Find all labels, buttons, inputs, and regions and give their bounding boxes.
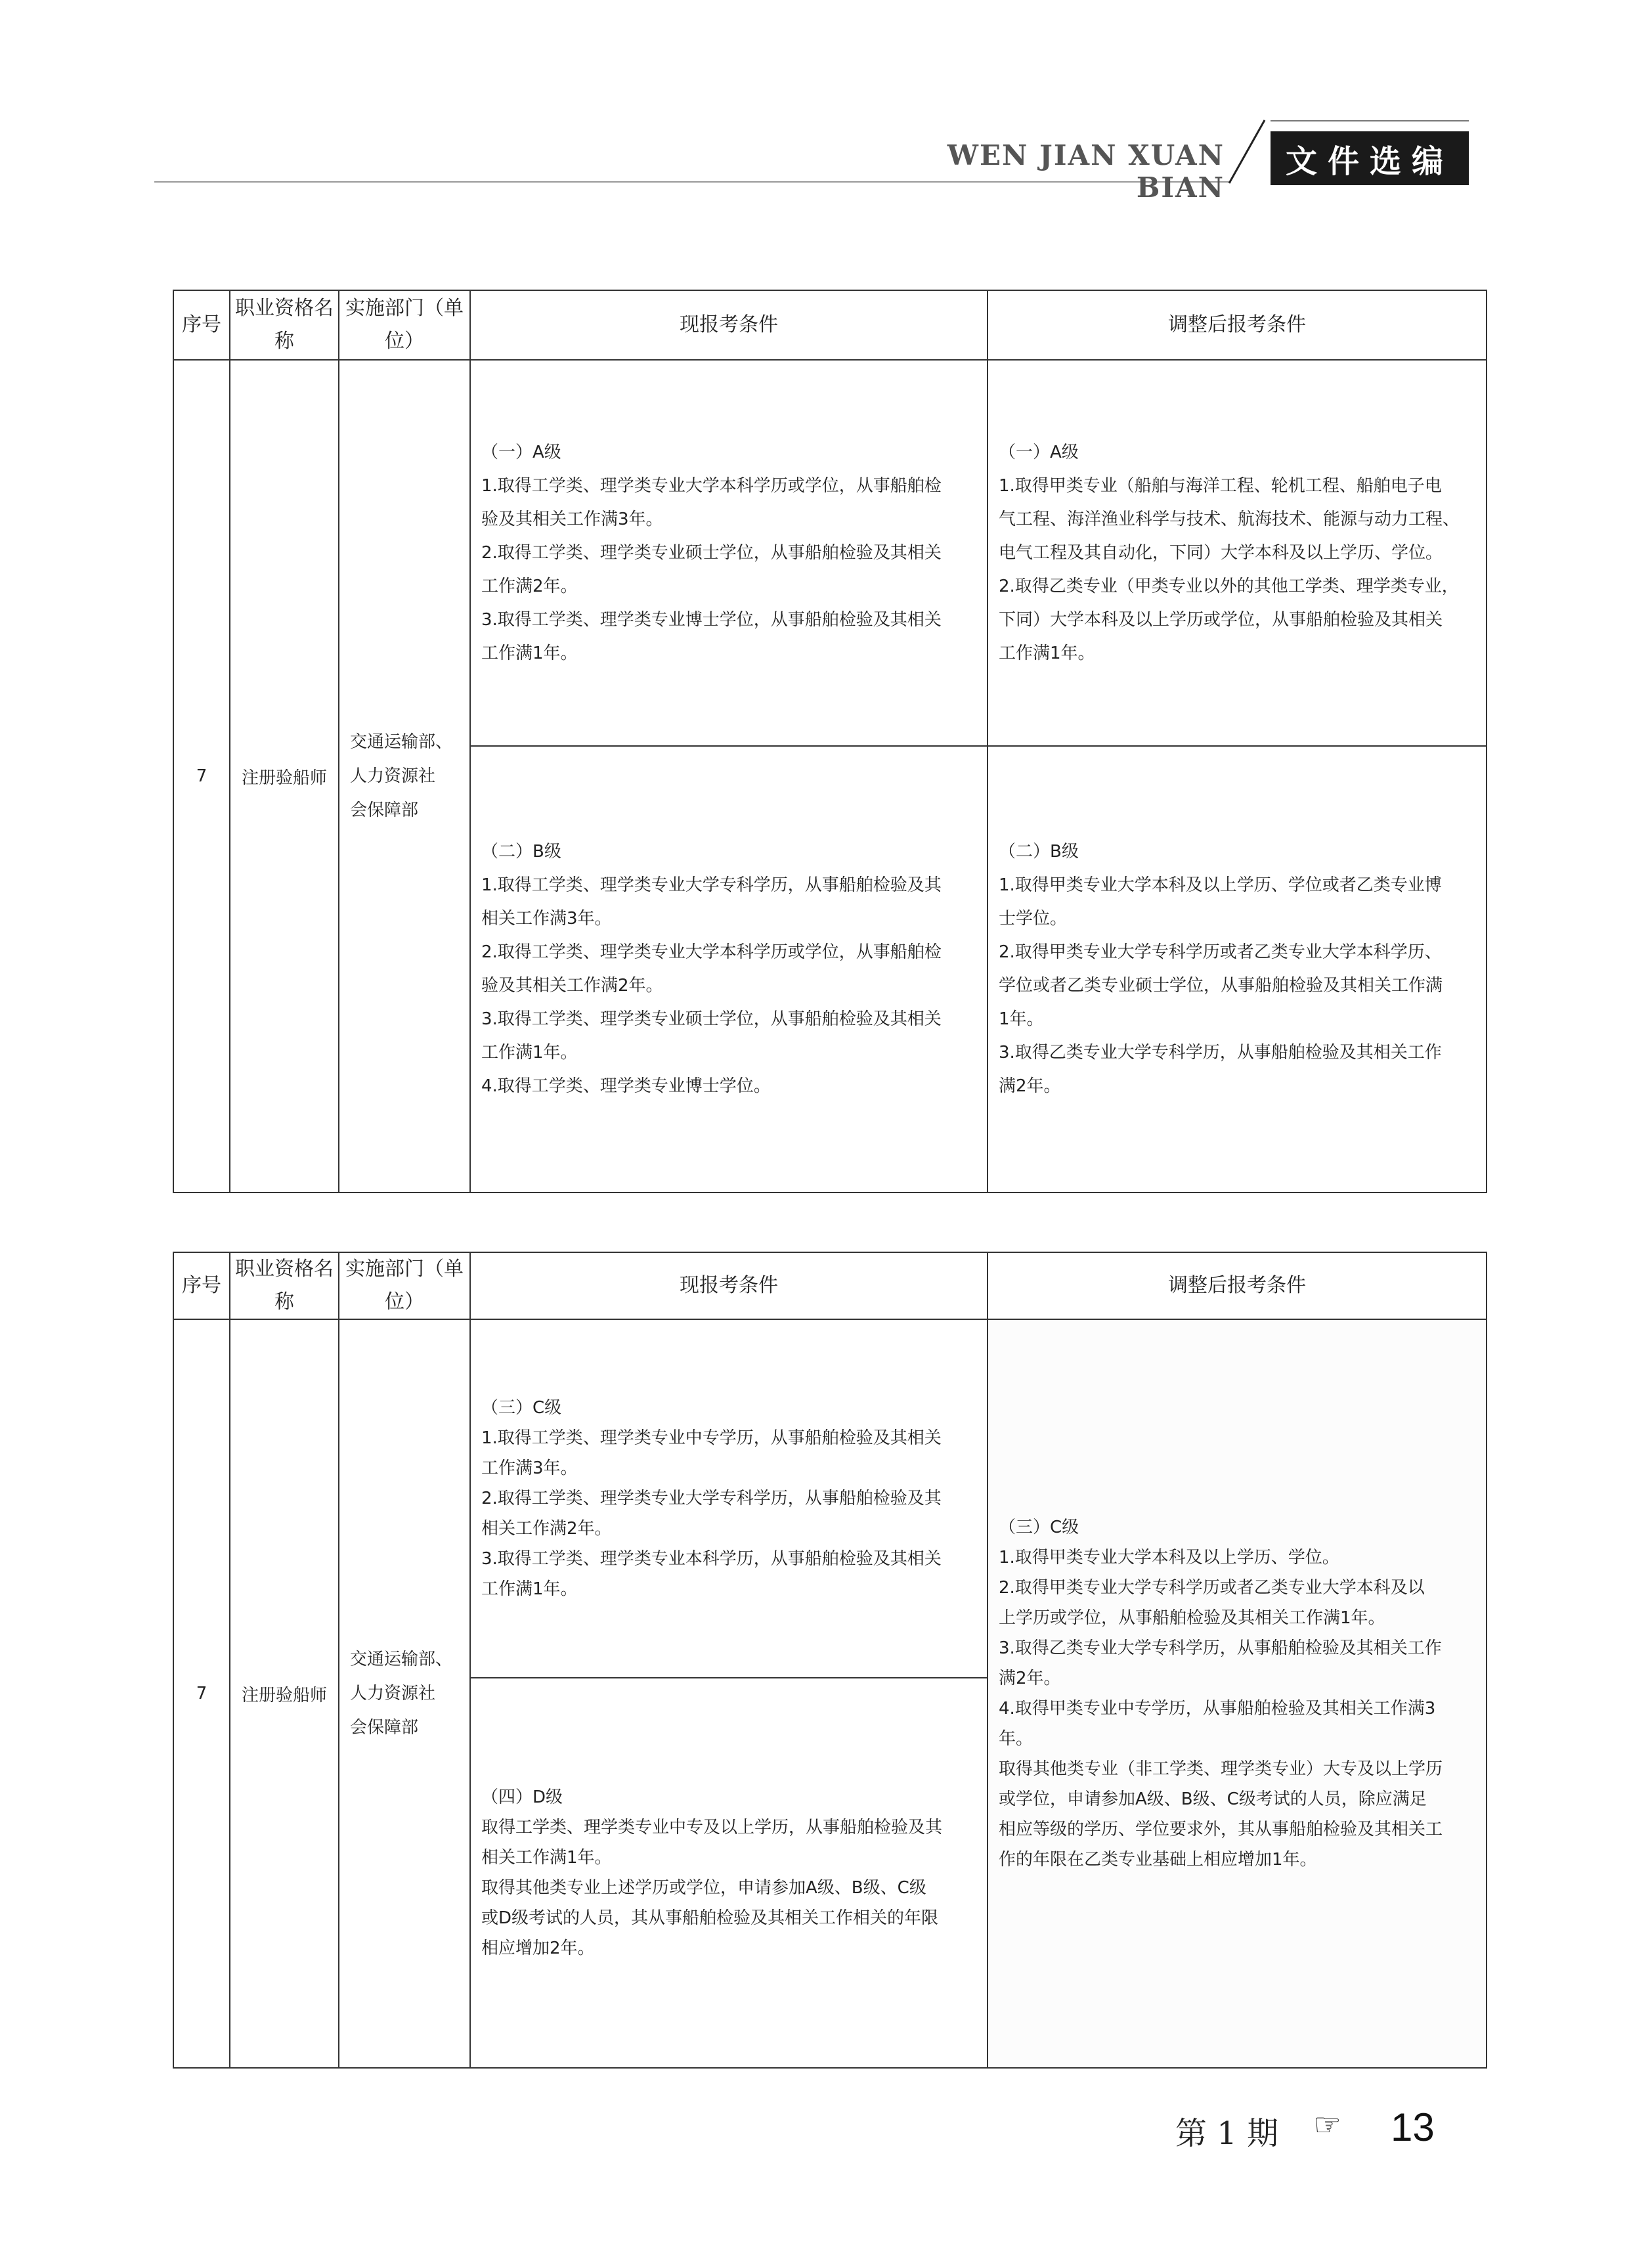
text-line: 满2年。 <box>999 1076 1061 1096</box>
text-line: 4.取得工学类、理学类专业博士学位。 <box>481 1076 771 1096</box>
text-line: 2.取得乙类专业（甲类专业以外的其他工学类、理学类专业， <box>999 576 1459 596</box>
header-dept: 实施部门（单位） <box>339 290 470 360</box>
text-line: 工作满1年。 <box>481 1043 578 1063</box>
text-line: 或学位，申请参加A级、B级、C级考试的人员，除应满足 <box>999 1789 1427 1809</box>
header-name: 职业资格名称 <box>230 290 339 360</box>
header-adjusted: 调整后报考条件 <box>988 290 1487 360</box>
text-line: 工作满1年。 <box>999 643 1095 663</box>
header-index: 序号 <box>173 1252 230 1319</box>
header-index: 序号 <box>173 290 230 360</box>
header-current: 现报考条件 <box>470 1252 988 1319</box>
text-line: 或D级考试的人员，其从事船舶检验及其相关工作相关的年限 <box>481 1908 939 1928</box>
text-line: 满2年。 <box>999 1669 1061 1688</box>
text-line: 1.取得甲类专业（船舶与海洋工程、轮机工程、船舶电子电 <box>999 475 1442 496</box>
header-english-title: WEN JIAN XUAN BIAN <box>947 139 1225 204</box>
text-line: 2.取得工学类、理学类专业大学本科学历或学位，从事船舶检 <box>481 942 942 962</box>
text-line: 作的年限在乙类专业基础上相应增加1年。 <box>999 1850 1317 1870</box>
text-line: 3.取得工学类、理学类专业博士学位，从事船舶检验及其相关 <box>481 609 942 630</box>
text-line: 1.取得工学类、理学类专业中专学历，从事船舶检验及其相关 <box>481 1428 942 1448</box>
text-line: 下同）大学本科及以上学历或学位，从事船舶检验及其相关 <box>999 609 1443 630</box>
current-condition-a <box>470 360 988 746</box>
department-line: 交通运输部、 <box>350 1650 453 1669</box>
table-header-row <box>173 1252 1487 1319</box>
text-line: 工作满3年。 <box>481 1458 578 1478</box>
table-row <box>173 360 1487 746</box>
pointing-hand-icon: ☞ <box>1313 2107 1342 2143</box>
text-line: 2.取得甲类专业大学专科学历或者乙类专业大学本科学历、 <box>999 942 1442 962</box>
department-line: 人力资源社 <box>350 1684 436 1703</box>
department-line: 人力资源社 <box>350 766 436 786</box>
current-condition-c <box>470 1319 988 1678</box>
header-slash-decoration <box>1227 119 1266 185</box>
qualification-table-2 <box>173 1252 1487 2069</box>
table-header-row <box>173 290 1487 360</box>
header-dept: 实施部门（单位） <box>339 1252 470 1319</box>
text-line: 1.取得甲类专业大学本科及以上学历、学位或者乙类专业博 <box>999 875 1442 895</box>
row-index: 7 <box>173 360 230 1193</box>
adjusted-condition-a <box>988 360 1487 746</box>
text-line: 2.取得工学类、理学类专业大学专科学历，从事船舶检验及其 <box>481 1489 942 1508</box>
text-line: 2.取得甲类专业大学专科学历或者乙类专业大学本科及以 <box>999 1578 1425 1598</box>
header-adjusted: 调整后报考条件 <box>988 1252 1487 1319</box>
text-line: 验及其相关工作满3年。 <box>481 509 663 529</box>
text-line: 1.取得甲类专业大学本科及以上学历、学位。 <box>999 1548 1339 1567</box>
row-index: 7 <box>173 1319 230 2068</box>
text-line: 相关工作满2年。 <box>481 1519 612 1539</box>
header-current: 现报考条件 <box>470 290 988 360</box>
text-line: 气工程、海洋渔业科学与技术、航海技术、能源与动力工程、 <box>999 509 1460 529</box>
text-line: （二）B级 <box>999 842 1079 862</box>
qualification-name: 注册验船师 <box>230 360 339 1193</box>
text-line: 相应增加2年。 <box>481 1939 595 1958</box>
text-line: （二）B级 <box>481 842 561 862</box>
current-condition-d <box>470 1678 988 2068</box>
department-line: 交通运输部、 <box>350 732 453 752</box>
text-line: 相关工作满1年。 <box>481 1848 612 1868</box>
text-line: （四）D级 <box>481 1787 563 1807</box>
text-line: 验及其相关工作满2年。 <box>481 976 663 996</box>
text-line: 工作满1年。 <box>481 643 578 663</box>
page-number: 13 <box>1391 2105 1435 2149</box>
header-top-rule <box>1271 120 1469 121</box>
qualification-name: 注册验船师 <box>230 1319 339 2068</box>
header-name: 职业资格名称 <box>230 1252 339 1319</box>
header-chinese-title: 文件选编 <box>1271 131 1469 185</box>
text-line: 年。 <box>999 1729 1033 1749</box>
text-line: 相关工作满3年。 <box>481 909 612 929</box>
text-line: 取得其他类专业（非工学类、理学类专业）大专及以上学历 <box>999 1759 1443 1779</box>
adjusted-condition-c <box>988 1319 1487 2068</box>
text-line: 4.取得甲类专业中专学历，从事船舶检验及其相关工作满3 <box>999 1699 1436 1719</box>
adjusted-condition-b <box>988 746 1487 1193</box>
text-line: 取得其他类专业上述学历或学位，申请参加A级、B级、C级 <box>481 1878 926 1898</box>
text-line: 学位或者乙类专业硕士学位，从事船舶检验及其相关工作满 <box>999 976 1443 996</box>
text-line: 相应等级的学历、学位要求外，其从事船舶检验及其相关工 <box>999 1820 1443 1839</box>
text-line: 士学位。 <box>999 909 1068 929</box>
table-row <box>173 1319 1487 1678</box>
text-line: 1年。 <box>999 1009 1044 1029</box>
text-line: （三）C级 <box>999 1518 1079 1537</box>
department-cell <box>339 1319 470 2068</box>
text-line: 3.取得乙类专业大学专科学历，从事船舶检验及其相关工作 <box>999 1638 1442 1658</box>
text-line: 1.取得工学类、理学类专业大学专科学历，从事船舶检验及其 <box>481 875 942 895</box>
text-line: （三）C级 <box>481 1398 562 1418</box>
text-line: 工作满1年。 <box>481 1579 578 1599</box>
text-line: 3.取得乙类专业大学专科学历，从事船舶检验及其相关工作 <box>999 1043 1442 1063</box>
text-line: （一）A级 <box>999 442 1079 462</box>
text-line: 3.取得工学类、理学类专业本科学历，从事船舶检验及其相关 <box>481 1549 942 1569</box>
text-line: 电气工程及其自动化，下同）大学本科及以上学历、学位。 <box>999 542 1443 563</box>
text-line: （一）A级 <box>481 442 561 462</box>
department-line: 会保障部 <box>350 800 419 820</box>
text-line: 2.取得工学类、理学类专业硕士学位，从事船舶检验及其相关 <box>481 542 942 563</box>
text-line: 3.取得工学类、理学类专业硕士学位，从事船舶检验及其相关 <box>481 1009 942 1029</box>
department-cell <box>339 360 470 1193</box>
current-condition-b <box>470 746 988 1193</box>
text-line: 取得工学类、理学类专业中专及以上学历，从事船舶检验及其 <box>481 1818 943 1837</box>
issue-number: 第 1 期 <box>1175 2115 1279 2152</box>
text-line: 1.取得工学类、理学类专业大学本科学历或学位，从事船舶检 <box>481 475 942 496</box>
department-line: 会保障部 <box>350 1718 419 1738</box>
text-line: 工作满2年。 <box>481 576 578 596</box>
qualification-table-1 <box>173 290 1487 1193</box>
text-line: 上学历或学位，从事船舶检验及其相关工作满1年。 <box>999 1608 1385 1628</box>
